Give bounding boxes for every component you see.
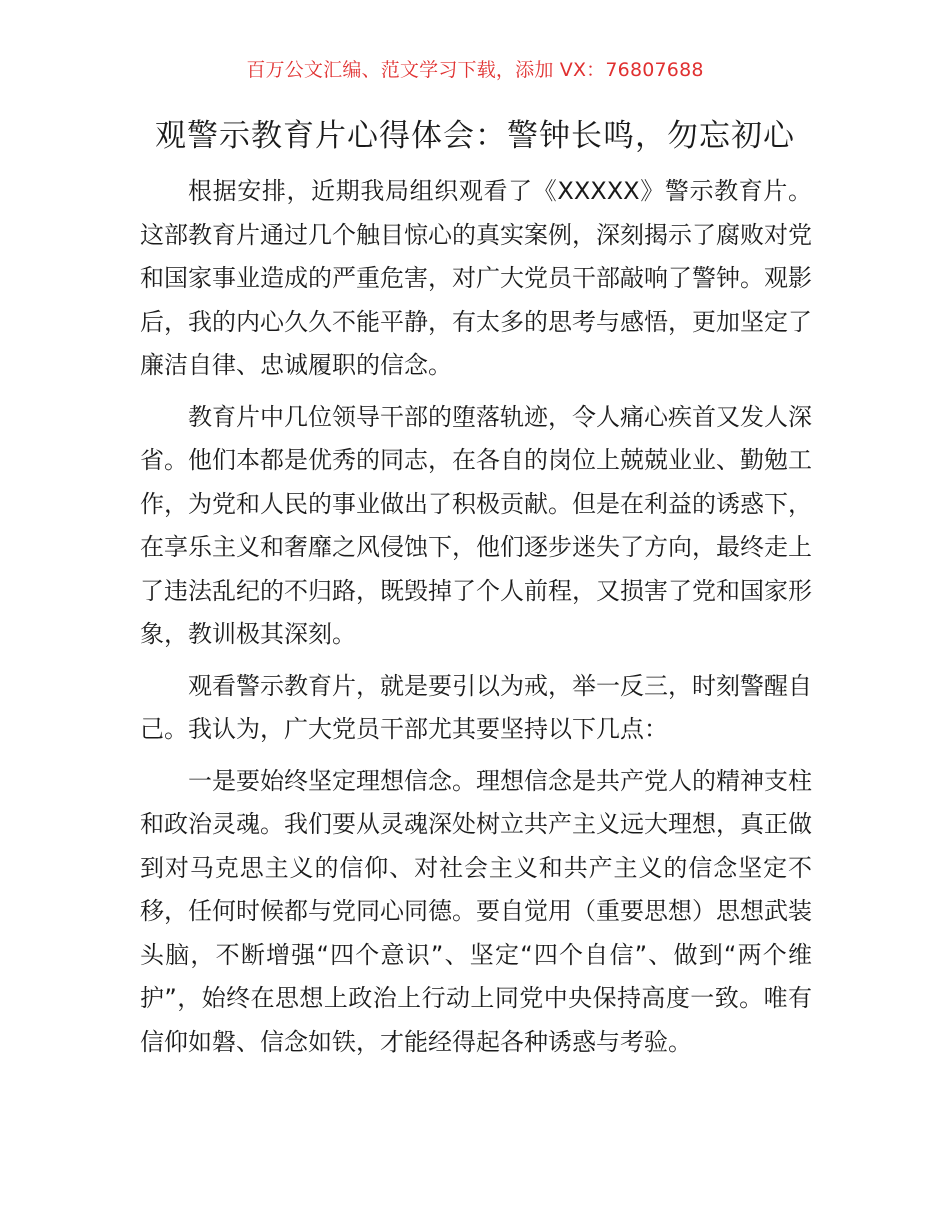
document-body xyxy=(140,170,812,1072)
paragraph-2: 教育片中几位领导干部的堕落轨迹，令人痛心疾首又发人深省。他们本都是优秀的同志，在各自的岗位上兢兢业业、勤勉工作，为党和人民的事业做出了积极贡献。但是在利益的诱惑下，在享乐主义和奢靡之风侵蚀下，他们逐步迷失了方向，最终走上了违法乱纪的不归路，既毁掉了个人前程，又损害了党和国家形象，教训极其深刻。 xyxy=(140,402,812,648)
paragraph-3: 观看警示教育片，就是要引以为戒，举一反三，时刻警醒自己。我认为，广大党员干部尤其要坚持以下几点： xyxy=(140,671,812,743)
paragraph-4: 一是要始终坚定理想信念。理想信念是共产党人的精神支柱和政治灵魂。我们要从灵魂深处树立共产主义远大理想，真正做到对马克思主义的信仰、对社会主义和共产主义的信念坚定不移，任何时候都与党同心同德。要自觉用（重要思想）思想武装头脑，不断增强“四个意识”、坚定“四个自信”、做到“两个维护”，始终在思想上政治上行动上同党中央保持高度一致。唯有信仰如磐、信念如铁，才能经得起各种诱惑与考验。 xyxy=(140,766,812,1056)
page-title: 观警示教育片心得体会：警钟长鸣，勿忘初心 xyxy=(155,118,795,154)
paragraph-1: 根据安排，近期我局组织观看了《XXXXX》警示教育片。这部教育片通过几个触目惊心的真实案例，深刻揭示了腐败对党和国家事业造成的严重危害，对广大党员干部敲响了警钟。观影后，我的内心久久不能平静，有太多的思考与感悟，更加坚定了廉洁自律、忠诚履职的信念。 xyxy=(140,177,812,379)
promo-header: 百万公文汇编、范文学习下载，添加 VX：76807688 xyxy=(246,59,704,81)
